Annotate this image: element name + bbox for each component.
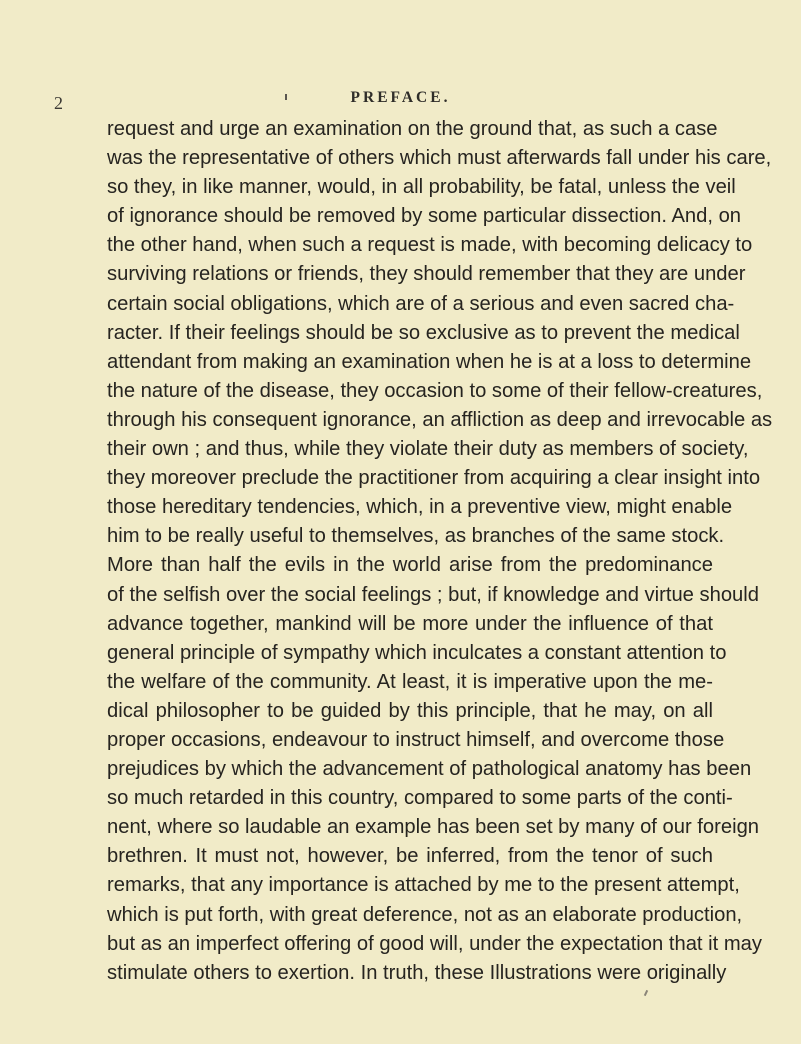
text-line: dical philosopher to be guided by this principle, that he may, on all <box>107 699 713 722</box>
text-line: through his consequent ignorance, an affliction as deep and irrevocable as <box>107 408 773 431</box>
text-line: so much retarded in this country, compared to some parts of the conti- <box>107 787 733 810</box>
text-line: request and urge an examination on the ground that, as such a case <box>107 118 718 140</box>
body-text <box>107 115 773 988</box>
text-line: More than half the evils in the world arise from the predominance <box>107 554 713 577</box>
text-line: prejudices by which the advancement of pathological anatomy has been <box>107 758 752 781</box>
text-line: those hereditary tendencies, which, in a preventive view, might enable <box>107 496 733 519</box>
text-line: him to be really useful to themselves, as branches of the same stock. <box>107 525 725 548</box>
running-head: PREFACE. <box>350 89 451 106</box>
text-line: of ignorance should be removed by some particular dissection. And, on <box>107 205 742 228</box>
text-line: stimulate others to exertion. In truth, these Illustrations were originally <box>107 961 727 984</box>
text-line: general principle of sympathy which inculcates a constant attention to <box>107 641 727 664</box>
text-line: the welfare of the community. At least, it is imperative upon the me- <box>107 670 713 693</box>
text-line: surviving relations or friends, they should remember that they are under <box>107 263 746 286</box>
text-line: they moreover preclude the practitioner from acquiring a clear insight into <box>107 467 761 490</box>
text-line: of the selfish over the social feelings ; but, if knowledge and virtue should <box>107 583 759 606</box>
text-line: certain social obligations, which are of a serious and even sacred cha- <box>107 292 735 315</box>
text-line: the other hand, when such a request is made, with becoming delicacy to <box>107 234 753 257</box>
text-line: so they, in like manner, would, in all probability, be fatal, unless the veil <box>107 176 736 199</box>
print-speck <box>644 990 648 996</box>
text-line: but as an imperfect offering of good will, under the expectation that it may <box>107 932 762 955</box>
text-line: proper occasions, endeavour to instruct himself, and overcome those <box>107 728 725 751</box>
text-line: their own ; and thus, while they violate their duty as members of society, <box>107 438 749 461</box>
text-line: which is put forth, with great deference, not as an elaborate production, <box>107 903 743 926</box>
text-line: the nature of the disease, they occasion to some of their fellow-creatures, <box>107 379 763 402</box>
text-line: nent, where so laudable an example has been set by many of our foreign <box>107 816 760 839</box>
text-line: brethren. It must not, however, be inferred, from the tenor of such <box>107 845 713 868</box>
text-line: was the representative of others which must afterwards fall under his care, <box>107 147 772 170</box>
text-line: racter. If their feelings should be so exclusive as to prevent the medical <box>107 321 740 344</box>
page-number: 2 <box>54 93 63 113</box>
text-line: advance together, mankind will be more under the influence of that <box>107 612 713 635</box>
text-line: attendant from making an examination when he is at a loss to determine <box>107 350 752 373</box>
text-line: remarks, that any importance is attached by me to the present attempt, <box>107 874 740 897</box>
